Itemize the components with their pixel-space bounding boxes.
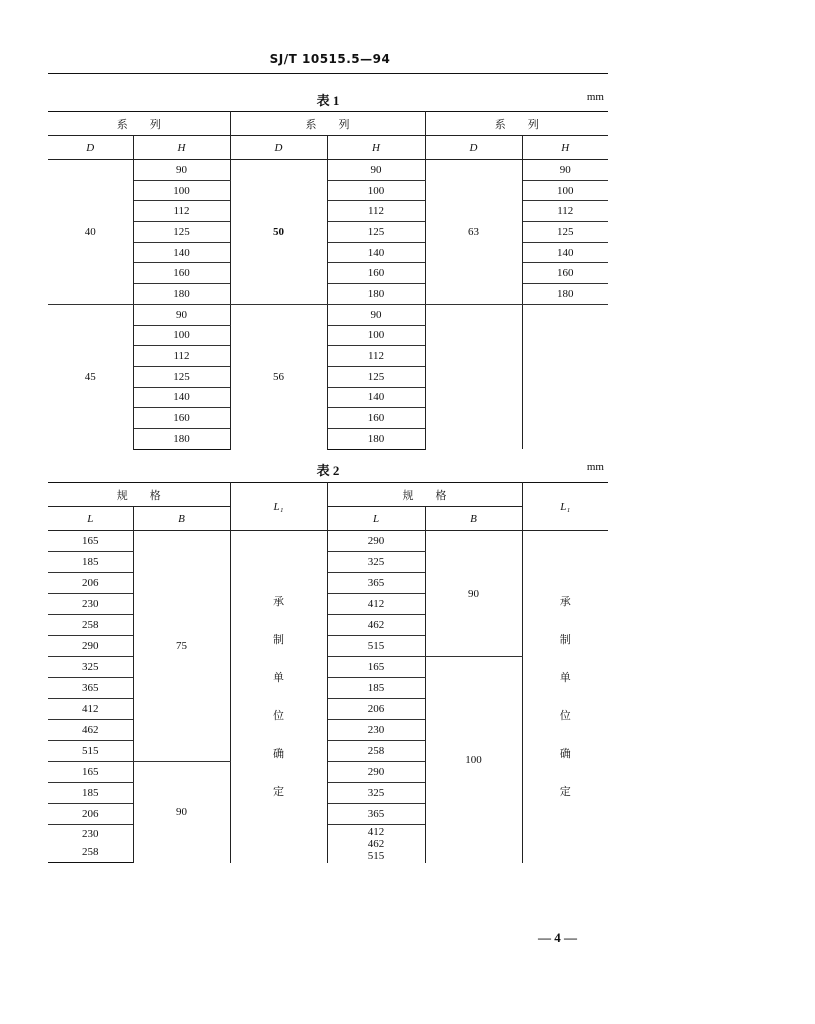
col-l-header: L <box>48 507 133 531</box>
table2-group-header <box>48 483 608 507</box>
l-value: 230 <box>48 825 133 843</box>
table2 <box>48 482 608 863</box>
col-l1-header: L₁ <box>230 483 327 531</box>
h-value: 125 <box>522 222 608 243</box>
h-value: 90 <box>133 304 230 325</box>
h-value: 180 <box>133 428 230 449</box>
h-value: 125 <box>327 222 425 243</box>
col-d-header: D <box>230 136 327 160</box>
l-value: 206 <box>327 699 425 720</box>
table2-caption: 表 2 <box>316 463 340 478</box>
d-value: 63 <box>425 160 522 305</box>
col-d-header: D <box>425 136 522 160</box>
l-value: 165 <box>48 531 133 552</box>
col-h-header: H <box>522 136 608 160</box>
d-value: 56 <box>230 304 327 449</box>
l-value: 325 <box>327 552 425 573</box>
note-char: 制 <box>273 633 284 646</box>
l1-note-text <box>231 583 327 811</box>
l-value: 165 <box>48 762 133 783</box>
table1-unit: mm <box>586 91 604 103</box>
l-value: 290 <box>327 531 425 552</box>
note-char: 确 <box>559 747 571 760</box>
h-value: 125 <box>133 222 230 243</box>
h-value: 180 <box>327 284 425 305</box>
h-value: 180 <box>327 428 425 449</box>
h-value: 125 <box>327 366 425 387</box>
l-value: 515 <box>367 849 385 862</box>
empty-cell <box>522 304 608 449</box>
l-value: 325 <box>327 783 425 804</box>
table1 <box>48 111 608 450</box>
note-char: 定 <box>559 785 571 798</box>
h-value: 180 <box>522 284 608 305</box>
col-h-header: H <box>327 136 425 160</box>
h-value: 100 <box>133 325 230 346</box>
h-value: 112 <box>522 201 608 222</box>
col-l1-header: L₁ <box>522 483 608 531</box>
l-value: 290 <box>327 762 425 783</box>
l-value-stack <box>327 825 425 863</box>
page-number: — 4 — <box>538 930 577 945</box>
h-value: 112 <box>133 201 230 222</box>
b-value: 100 <box>425 657 522 863</box>
l-value: 365 <box>327 573 425 594</box>
l-value: 258 <box>48 615 133 636</box>
h-value: 100 <box>327 180 425 201</box>
l-value: 365 <box>48 678 133 699</box>
d-value: 45 <box>48 304 133 449</box>
col-b-header: B <box>133 507 230 531</box>
table1-group-label: 系 列 <box>425 112 608 136</box>
l-value: 462 <box>367 837 385 850</box>
col-b-header: B <box>425 507 522 531</box>
l-value: 165 <box>327 657 425 678</box>
h-value: 160 <box>522 263 608 284</box>
h-value: 90 <box>327 304 425 325</box>
d-value: 40 <box>48 160 133 305</box>
h-value: 100 <box>327 325 425 346</box>
col-h-header: H <box>133 136 230 160</box>
h-value: 112 <box>133 346 230 367</box>
l-value: 258 <box>327 741 425 762</box>
note-char: 位 <box>273 709 284 722</box>
table1-caption: 表 1 <box>316 93 340 108</box>
h-value: 100 <box>522 180 608 201</box>
h-value: 140 <box>133 242 230 263</box>
l-value: 258 <box>48 843 133 863</box>
empty-cell <box>425 304 522 449</box>
table-row <box>48 160 608 181</box>
l-value: 325 <box>48 657 133 678</box>
table-row <box>48 531 608 552</box>
b-value: 75 <box>133 531 230 762</box>
col-l-header: L <box>327 507 425 531</box>
l-value: 412 <box>48 699 133 720</box>
note-char: 承 <box>559 595 571 608</box>
l-value: 515 <box>48 741 133 762</box>
h-value: 180 <box>133 284 230 305</box>
l-value: 365 <box>327 804 425 825</box>
h-value: 140 <box>327 242 425 263</box>
l-value: 290 <box>48 636 133 657</box>
h-value: 160 <box>327 408 425 429</box>
b-value: 90 <box>133 762 230 863</box>
h-value: 112 <box>327 346 425 367</box>
b-value: 90 <box>425 531 522 657</box>
note-char: 位 <box>559 709 571 722</box>
note-char: 制 <box>559 633 571 646</box>
l-value: 185 <box>327 678 425 699</box>
l-value: 206 <box>48 573 133 594</box>
h-value: 160 <box>133 408 230 429</box>
l-value: 462 <box>48 720 133 741</box>
l-value: 185 <box>48 783 133 804</box>
l-value: 230 <box>48 594 133 615</box>
table-row <box>48 304 608 325</box>
h-value: 90 <box>327 160 425 181</box>
col-d-header: D <box>48 136 133 160</box>
h-value: 160 <box>327 263 425 284</box>
table1-group-label: 系 列 <box>48 112 230 136</box>
table2-group-label: 规 格 <box>48 483 230 507</box>
table1-col-header <box>48 136 608 160</box>
table1-caption-row <box>48 88 608 108</box>
h-value: 140 <box>133 387 230 408</box>
table2-group-label: 规 格 <box>327 483 522 507</box>
l-value: 206 <box>48 804 133 825</box>
l1-note <box>230 531 327 863</box>
table2-caption-row <box>48 458 608 478</box>
h-value: 90 <box>522 160 608 181</box>
table2-unit: mm <box>586 461 604 473</box>
l-value: 412 <box>367 825 385 838</box>
note-char: 定 <box>273 785 284 798</box>
h-value: 160 <box>133 263 230 284</box>
h-value: 112 <box>327 201 425 222</box>
note-char: 单 <box>559 671 571 684</box>
h-value: 125 <box>133 366 230 387</box>
note-char: 单 <box>273 671 284 684</box>
note-char: 确 <box>273 747 284 760</box>
h-value: 140 <box>327 387 425 408</box>
l-value: 462 <box>327 615 425 636</box>
l1-note-text <box>523 583 609 811</box>
table1-group-label: 系 列 <box>230 112 425 136</box>
header-rule <box>48 73 608 74</box>
note-char: 承 <box>273 595 284 608</box>
l-value: 515 <box>327 636 425 657</box>
l-value: 185 <box>48 552 133 573</box>
h-value: 140 <box>522 242 608 263</box>
l-value: 412 <box>327 594 425 615</box>
d-value: 50 <box>230 160 327 305</box>
standard-code: SJ/T 10515.5—94 <box>269 52 391 66</box>
h-value: 90 <box>133 160 230 181</box>
h-value: 100 <box>133 180 230 201</box>
l1-note <box>522 531 608 863</box>
l-value: 230 <box>327 720 425 741</box>
table1-group-header <box>48 112 608 136</box>
